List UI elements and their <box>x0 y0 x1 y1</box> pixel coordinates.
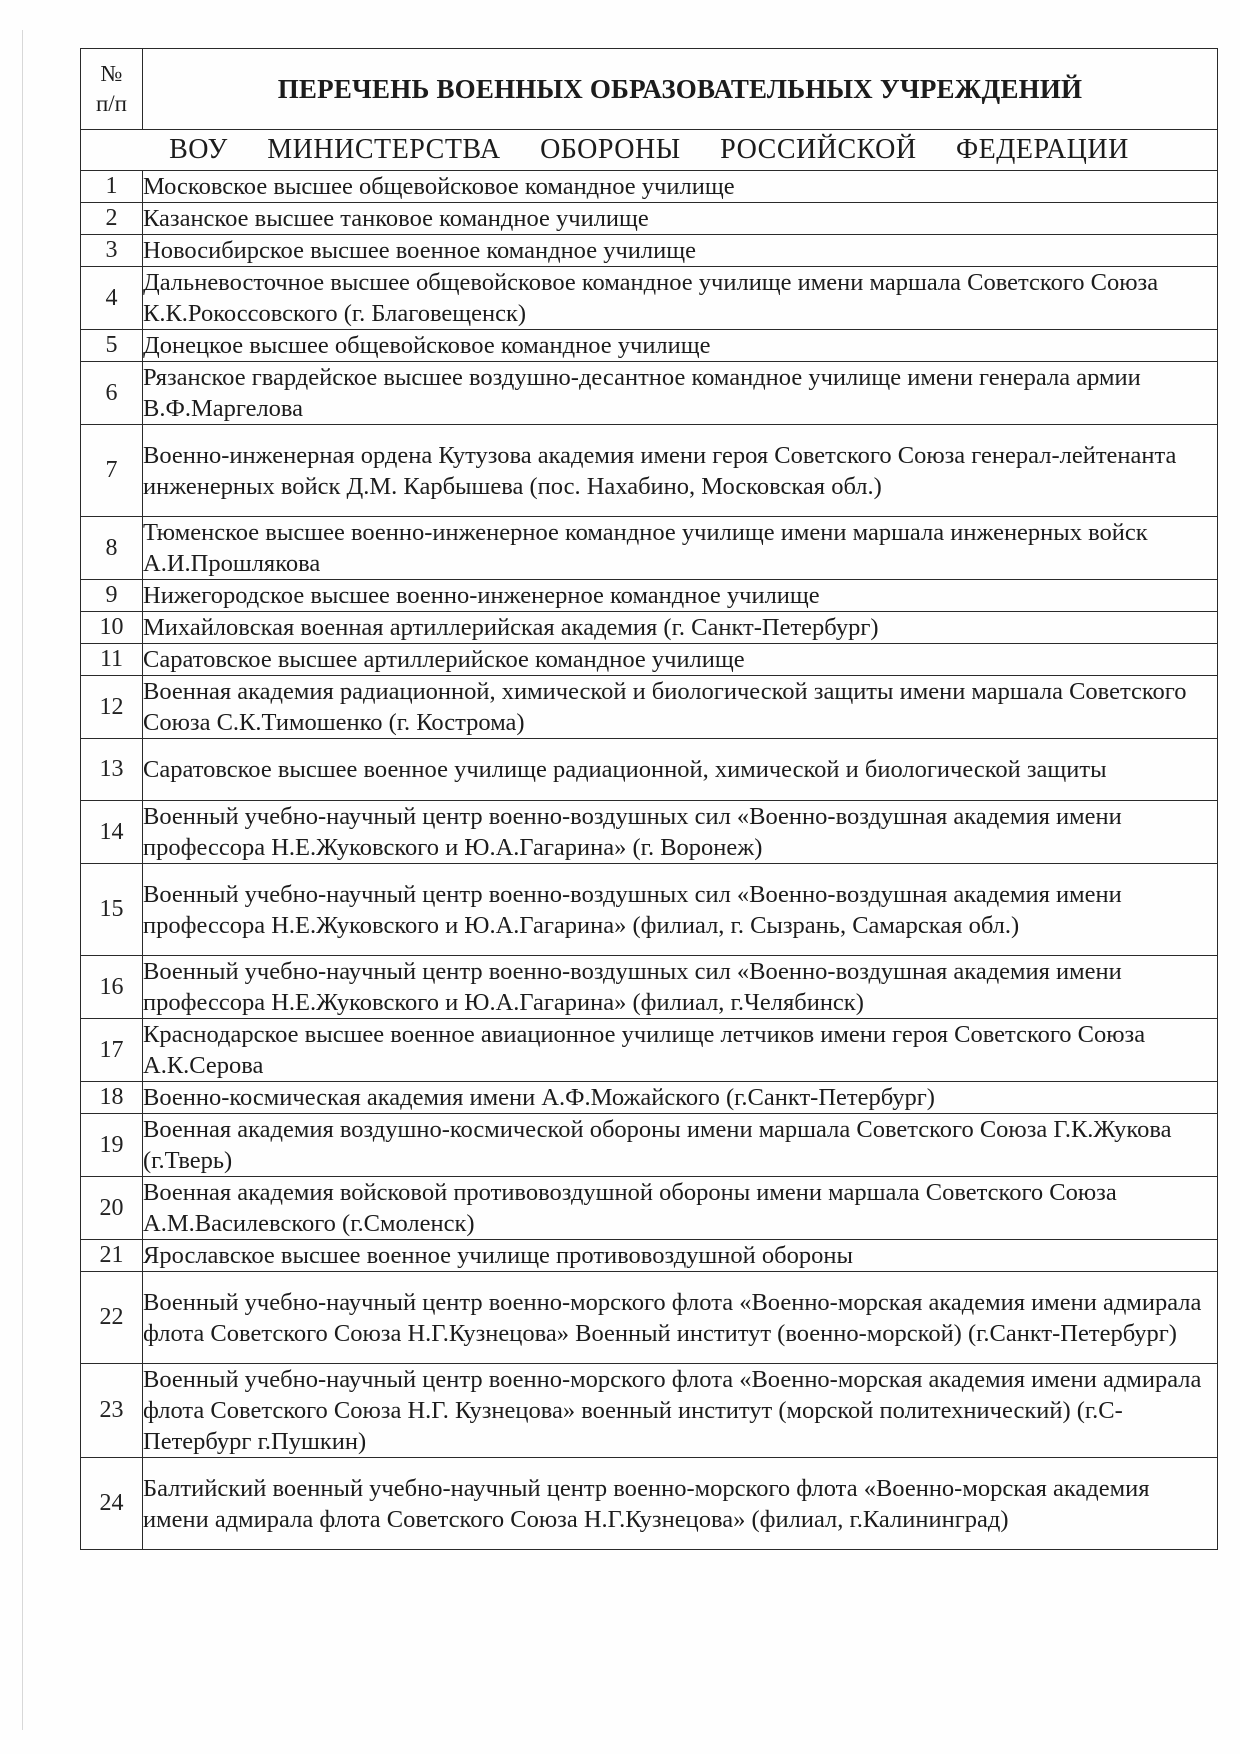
row-number: 21 <box>81 1240 143 1272</box>
row-number: 19 <box>81 1114 143 1177</box>
row-number: 11 <box>81 644 143 676</box>
row-number: 16 <box>81 956 143 1019</box>
section-heading <box>81 130 1218 171</box>
institution-name: Михайловская военная артиллерийская академия (г. Санкт-Петербург) <box>143 612 1218 644</box>
institution-name: Донецкое высшее общевойсковое командное училище <box>143 330 1218 362</box>
institution-name: Военный учебно-научный центр военно-воздушных сил «Военно-воздушная академия имени профессора Н.Е.Жуковского и Ю.А.Гагарина» (г. Воронеж) <box>143 801 1218 864</box>
row-number: 9 <box>81 580 143 612</box>
section-heading-row <box>81 130 1218 171</box>
institutions-list <box>81 171 1218 1550</box>
institution-name: Военный учебно-научный центр военно-воздушных сил «Военно-воздушная академия имени профессора Н.Е.Жуковского и Ю.А.Гагарина» (филиал, г.Челябинск) <box>143 956 1218 1019</box>
scan-border-line <box>22 30 23 1730</box>
row-number: 24 <box>81 1458 143 1550</box>
table-row <box>81 676 1218 739</box>
row-number: 15 <box>81 864 143 956</box>
institution-name: Новосибирское высшее военное командное училище <box>143 235 1218 267</box>
number-header-symbol: № <box>100 61 123 86</box>
row-number: 17 <box>81 1019 143 1082</box>
table-row <box>81 1114 1218 1177</box>
table-row <box>81 1240 1218 1272</box>
institution-name: Дальневосточное высшее общевойсковое командное училище имени маршала Советского Союза К.К.Рокоссовского (г. Благовещенск) <box>143 267 1218 330</box>
table-row <box>81 1272 1218 1364</box>
institution-name: Военный учебно-научный центр военно-воздушных сил «Военно-воздушная академия имени профессора Н.Е.Жуковского и Ю.А.Гагарина» (филиал, г. Сызрань, Самарская обл.) <box>143 864 1218 956</box>
section-word: МИНИСТЕРСТВА <box>267 134 501 165</box>
table-row <box>81 739 1218 801</box>
section-word: РОССИЙСКОЙ <box>720 134 917 165</box>
number-header-abbrev: п/п <box>95 91 127 116</box>
row-number: 3 <box>81 235 143 267</box>
row-number: 12 <box>81 676 143 739</box>
institution-name: Военная академия воздушно-космической обороны имени маршала Советского Союза Г.К.Жукова (г.Тверь) <box>143 1114 1218 1177</box>
row-number: 20 <box>81 1177 143 1240</box>
institution-name: Военная академия радиационной, химической и биологической защиты имени маршала Советского Союза С.К.Тимошенко (г. Кострома) <box>143 676 1218 739</box>
table-row <box>81 580 1218 612</box>
institution-name: Военный учебно-научный центр военно-морского флота «Военно-морская академия имени адмирала флота Советского Союза Н.Г.Кузнецова» Военный институт (военно-морской) (г.Санкт-Петербург) <box>143 1272 1218 1364</box>
row-number: 5 <box>81 330 143 362</box>
institution-name: Военный учебно-научный центр военно-морского флота «Военно-морская академия имени адмирала флота Советского Союза Н.Г. Кузнецова» военный институт (морской политехнический) (г.С-Петербург г.Пушкин) <box>143 1364 1218 1458</box>
table-row <box>81 267 1218 330</box>
institution-name: Балтийский военный учебно-научный центр военно-морского флота «Военно-морская академия имени адмирала флота Советского Союза Н.Г.Кузнецова» (филиал, г.Калининград) <box>143 1458 1218 1550</box>
institution-name: Военная академия войсковой противовоздушной обороны имени маршала Советского Союза А.М.Василевского (г.Смоленск) <box>143 1177 1218 1240</box>
table-row <box>81 1177 1218 1240</box>
institution-name: Ярославское высшее военное училище противовоздушной обороны <box>143 1240 1218 1272</box>
table-row <box>81 644 1218 676</box>
table-row <box>81 362 1218 425</box>
table-row <box>81 801 1218 864</box>
table-row <box>81 203 1218 235</box>
row-number: 13 <box>81 739 143 801</box>
table-row <box>81 1458 1218 1550</box>
row-number: 8 <box>81 517 143 580</box>
row-number: 2 <box>81 203 143 235</box>
table-row <box>81 517 1218 580</box>
document-title: ПЕРЕЧЕНЬ ВОЕННЫХ ОБРАЗОВАТЕЛЬНЫХ УЧРЕЖДЕНИЙ <box>143 49 1218 130</box>
table-row <box>81 235 1218 267</box>
table-row <box>81 330 1218 362</box>
row-number: 6 <box>81 362 143 425</box>
institution-name: Саратовское высшее артиллерийское командное училище <box>143 644 1218 676</box>
institution-name: Саратовское высшее военное училище радиационной, химической и биологической защиты <box>143 739 1218 801</box>
row-number: 4 <box>81 267 143 330</box>
institution-name: Казанское высшее танковое командное училище <box>143 203 1218 235</box>
institution-name: Рязанское гвардейское высшее воздушно-десантное командное училище имени генерала армии В.Ф.Маргелова <box>143 362 1218 425</box>
institution-name: Московское высшее общевойсковое командное училище <box>143 171 1218 203</box>
table-row <box>81 956 1218 1019</box>
section-word: ФЕДЕРАЦИИ <box>956 134 1129 165</box>
section-word: ВОУ <box>169 134 228 165</box>
section-word: ОБОРОНЫ <box>540 134 681 165</box>
row-number: 1 <box>81 171 143 203</box>
table-row <box>81 171 1218 203</box>
table-row <box>81 864 1218 956</box>
row-number: 10 <box>81 612 143 644</box>
table-row <box>81 1019 1218 1082</box>
table-row <box>81 1082 1218 1114</box>
institution-name: Военно-космическая академия имени А.Ф.Можайского (г.Санкт-Петербург) <box>143 1082 1218 1114</box>
institutions-table <box>80 48 1218 1550</box>
institution-name: Тюменское высшее военно-инженерное командное училище имени маршала инженерных войск А.И.Прошлякова <box>143 517 1218 580</box>
institution-name: Краснодарское высшее военное авиационное училище летчиков имени героя Советского Союза А.К.Серова <box>143 1019 1218 1082</box>
institution-name: Военно-инженерная ордена Кутузова академия имени героя Советского Союза генерал-лейтенанта инженерных войск Д.М. Карбышева (пос. Нахабино, Московская обл.) <box>143 425 1218 517</box>
number-column-header <box>81 49 143 130</box>
row-number: 22 <box>81 1272 143 1364</box>
table-header-row <box>81 49 1218 130</box>
table-row <box>81 1364 1218 1458</box>
row-number: 7 <box>81 425 143 517</box>
table-row <box>81 612 1218 644</box>
row-number: 14 <box>81 801 143 864</box>
institution-name: Нижегородское высшее военно-инженерное командное училище <box>143 580 1218 612</box>
row-number: 23 <box>81 1364 143 1458</box>
row-number: 18 <box>81 1082 143 1114</box>
table-row <box>81 425 1218 517</box>
